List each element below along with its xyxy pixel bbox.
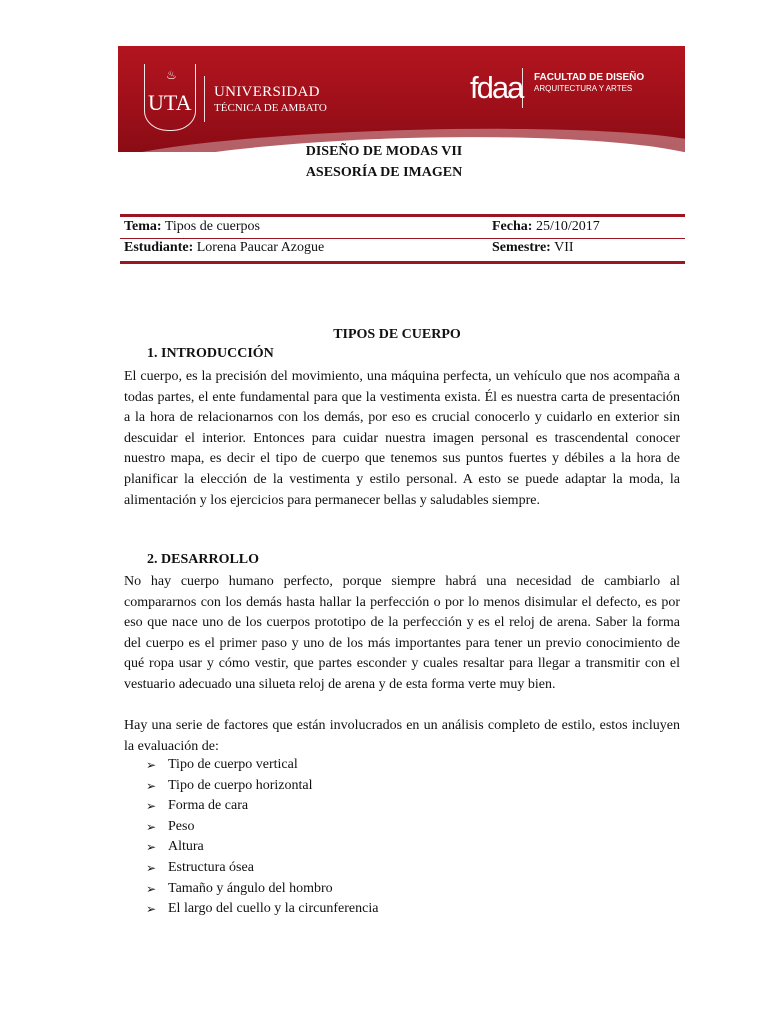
list-item-label: Forma de cara [168,798,249,814]
list-item [146,879,378,900]
list-item [146,837,378,858]
section2-paragraph-1: No hay cuerpo humano perfecto, porque siempre habrá una necesidad de cambiarlo al compararnos con los demás hasta hallar la perfección o por lo menos disimular el defecto, es por eso que nace uno de los cuerpos prototipo de la perfección y es el reloj de arena. Saber la forma del cuerpo es el primer paso y uno de los más importantes para tener un previo conocimiento de qué ropa usar y cómo vestir, que partes esconder y cuales resaltar para llegar a transmitir con el vestuario adecuado una silueta reloj de arena y de esta forma verte muy bien. [124,574,680,692]
list-item [146,817,378,838]
list-item-label: Altura [168,839,204,855]
tema-label: Tema: [124,219,162,234]
arrow-right-icon: ➢ [146,758,157,772]
semestre-field [492,240,574,256]
university-name: UNIVERSIDAD [214,84,320,100]
arrow-right-icon: ➢ [146,860,157,875]
list-item-label: Tipo de cuerpo vertical [168,757,298,772]
faculty-logo-text: fdaa [470,70,523,105]
info-top-rule [120,214,685,217]
arrow-right-icon: ➢ [146,799,157,814]
section1-heading: 1. INTRODUCCIÓN [147,346,274,361]
course-subtitle: ASESORÍA DE IMAGEN [305,165,463,180]
course-title: DISEÑO DE MODAS VII [305,144,463,159]
list-item-label: El largo del cuello y la circunferencia [168,901,379,917]
logo-divider [204,76,205,122]
university-subname: TÉCNICA DE AMBATO [214,102,327,114]
semestre-label: Semestre: [492,240,551,255]
faculty-divider [522,68,523,108]
semestre-value: VII [554,240,574,255]
tema-value: Tipos de cuerpos [164,219,260,234]
section2-paragraph-2: Hay una serie de factores que están involucrados en un análisis completo de estilo, estos incluyen la evaluación de: [124,718,680,754]
section2-heading: 2. DESARROLLO [147,552,260,567]
list-item-label: Estructura ósea [168,859,254,875]
list-item [146,776,378,797]
list-item [146,858,378,879]
estudiante-label: Estudiante: [124,240,194,255]
document-title: TIPOS DE CUERPO [333,327,461,342]
list-item-label: Tamaño y ángulo del hombro [168,880,333,896]
factors-list [146,755,378,920]
fecha-field [492,219,600,235]
fecha-value: 25/10/2017 [535,219,600,234]
info-middle-rule [120,238,685,239]
arrow-right-icon: ➢ [146,778,157,793]
section1-paragraph: El cuerpo, es la precisión del movimiento, una máquina perfecta, un vehículo que nos acompaña a todas partes, el ente fundamental para que la vestimenta exista. Él es nuestra carta de presentación a la hora de relacionarnos con los demás, por eso es crucial conocerlo y cuidarlo en exterior sin descuidar el interior. Entonces para cuidar nuestra imagen personal es trascendental conocer nuestro mapa, es decir el tipo de cuerpo que tenemos sus puntos fuertes y débiles a la hora de planificar la elección de la vestimenta y estilo personal. A esto se puede adaptar la moda, la alimentación y los ejercicios para permanecer bellas y saludables siempre. [124,369,680,508]
list-item [146,755,378,776]
info-bottom-rule [120,261,685,264]
arrow-right-icon: ➢ [146,840,157,855]
list-item [146,796,378,817]
header-banner [118,46,685,152]
tema-field [124,219,260,235]
fecha-label: Fecha: [492,219,533,234]
faculty-name: FACULTAD DE DISEÑO [534,72,645,83]
uta-logo-text: UTA [148,90,192,115]
arrow-right-icon: ➢ [146,819,157,834]
list-item-label: Tipo de cuerpo horizontal [168,777,313,793]
arrow-right-icon: ➢ [146,902,157,917]
arrow-right-icon: ➢ [146,881,157,896]
list-item [146,899,378,920]
list-item-label: Peso [168,818,195,834]
flame-icon: ♨ [166,68,177,82]
faculty-subname: ARQUITECTURA Y ARTES [534,84,633,93]
estudiante-value: Lorena Paucar Azogue [196,240,325,255]
estudiante-field [124,240,324,256]
